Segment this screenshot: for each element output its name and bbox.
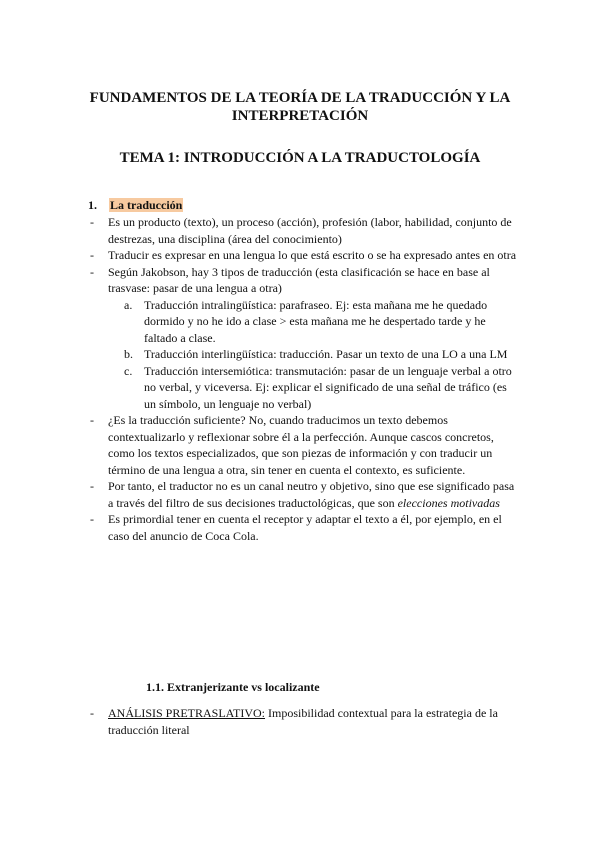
sublist-item [88,297,518,347]
list-marker: - [90,215,94,229]
list-item [88,478,518,511]
sublist-marker: b. [124,347,133,361]
list-marker: - [90,512,94,526]
list-marker: - [90,413,94,427]
list-item-text: Es primordial tener en cuenta el receptor y adaptar el texto a él, por ejemplo, en el caso del anuncio de Coca Cola. [108,512,502,543]
subsection-list [88,705,518,739]
list-marker: - [90,479,94,493]
sublist-item [88,346,518,363]
section-number: 1. [88,198,97,212]
sublist-item [88,363,518,413]
list-item [88,264,518,297]
list-item-emphasis: elecciones motivadas [397,495,500,510]
tema-heading: TEMA 1: INTRODUCCIÓN A LA TRADUCTOLOGÍA [119,150,481,166]
list-item [88,412,518,478]
sublist-marker: a. [124,297,133,312]
section-title: La traducción [110,198,183,212]
sublist-item-text: Traducción intersemiótica: transmutación: pasar de un lenguaje verbal a otro no verbal, y viceversa. Ej: explicar el significado de una señal de tráfico (es un símbolo, un lenguaje no verbal) [144,363,512,411]
list-item-text: Por tanto, el traductor no es un canal neutro y objetivo, sino que ese significado pasa a través del filtro de sus decisiones traductológicas, que son [108,479,515,510]
list-item [88,247,518,264]
list-marker: - [90,706,94,720]
list-item-text: Imposibilidad contextual para la estrategia de la traducción literal [108,706,498,737]
sublist-item-text: Traducción interlingüística: traducción. Pasar un texto de una LO a una LM [144,347,508,361]
sublist-item-text: Traducción intralingüística: parafraseo. Ej: esta mañana me he quedado dormido y no he ido a clase > esta mañana me he despertado tarde y he faltado a clase. [144,297,488,345]
sublist-marker: c. [124,363,133,378]
list-marker: - [90,264,94,279]
section-list [88,214,518,544]
list-item-text: ¿Es la traducción suficiente? No, cuando traducimos un texto debemos contextualizarlo y reflexionar sobre él a la perfección. Aunque cascos concretos, como los textos especializados, que son piezas de información y con traducir un término de una lengua a otra, sin tener en cuenta el contexto, es suficiente. [108,413,494,477]
list-item [88,214,518,247]
list-item [88,511,518,544]
section-heading [88,197,183,213]
list-marker: - [90,248,94,262]
list-item [88,705,518,739]
document-title: FUNDAMENTOS DE LA TEORÍA DE LA TRADUCCIÓN Y LA INTERPRETACIÓN [89,90,511,124]
list-item-text: Es un producto (texto), un proceso (acción), profesión (labor, habilidad, conjunto de destrezas, una disciplina (área del conocimiento) [108,215,512,246]
subsection-heading: 1.1. Extranjerizante vs localizante [146,680,320,694]
list-item-text: Traducir es expresar en una lengua lo que está escrito o se ha expresado antes en otra [108,248,517,262]
list-item-label: ANÁLISIS PRETRASLATIVO: [108,706,266,720]
list-item-text: Según Jakobson, hay 3 tipos de traducción (esta clasificación se hace en base al trasvase: pasar de una lengua a otra) [108,264,490,295]
